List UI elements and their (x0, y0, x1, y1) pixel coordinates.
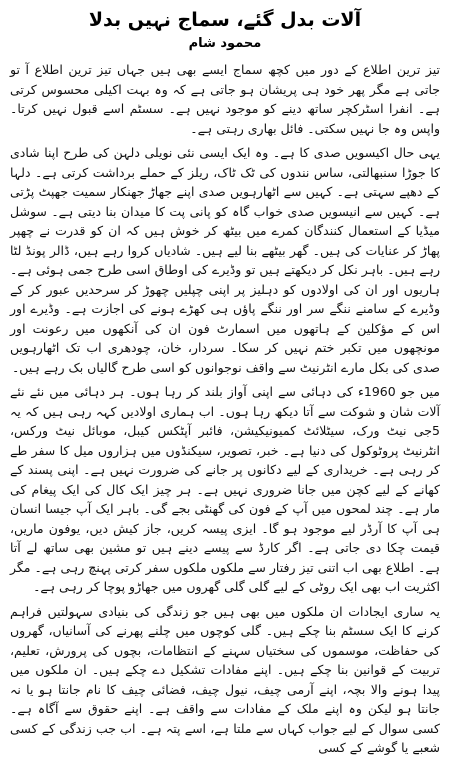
paragraph: یہی حال اکیسویں صدی کا ہے۔ وہ ایک ایسی نئی نویلی دلہن کی طرح اپنا شادی کا جوڑا سنبھالتی، ساس نندوں کی ٹک ٹاک، ریلز کے حملے برداشت کرتی ہے۔ دلہا کے دھپے سہتی ہے۔ کہیں سے اٹھارہویں صدی اپنے جھاڑ جھنکار سمیت جھپٹ پڑتی ہے۔ کہیں سے انیسویں صدی خواب گاہ کو پانی پت کا میدان بنا دیتی ہے۔ سوشل میڈیا کے استعمال کنندگان کمرے میں بیٹھ کر خوش ہیں کہ ان کو قدرت نے چھپر پھاڑ کر عنایات کی ہیں۔ گھر بیٹھے بنا لیے ہیں۔ شادیاں کروا رہے ہیں، ڈالر پونڈ لٹا رہے ہیں۔ باہر نکل کر دیکھتے ہیں تو وڈیرے کی اوطاق اسی طرح جمی ہوئی ہے۔ ہاریوں اور ان کی اولادوں کو دہلیز پر اپنی چپلیں چھوڑ کر سرحدیں عبور کر کے وڈیرے کے سامنے ننگے سر اور ننگے پاؤں ہی کھڑے ہونے کی اجازت ہے۔ وڈیرے اور اس کے مؤکلین کے ہاتھوں میں اسمارٹ فون ان کی آنکھوں میں رعونت اور مونچھوں میں تکبر ختم نہیں کر سکا۔ سردار، خان، چودھری اب تک اٹھارہویں صدی کی بکل مارے انٹرنیٹ سے واقف نوجوانوں کو اسی طرح گالیاں بک رہے ہیں۔ (10, 145, 440, 375)
paragraph: تیز ترین اطلاع کے دور میں کچھ سماج ایسے بھی ہیں جہاں تیز ترین اطلاع آ تو جاتی ہے مگر پھر خود ہی پریشان ہو جاتی ہے کہ وہ بہت اکیلی محسوس کرتی ہے۔ انفرا اسٹرکچر ساتھ دینے کو موجود نہیں ہے۔ سسٹم اسے قبول نہیں کرتا۔ واپس وہ جا نہیں سکتی۔ فائل بھاری رہتی ہے۔ (10, 62, 440, 136)
article-title: آلات بدل گئے، سماج نہیں بدلا (88, 9, 362, 31)
article-header (10, 6, 440, 54)
author-name: محمود شام (188, 36, 262, 51)
article-body (10, 60, 440, 758)
paragraph: یہ ساری ایجادات ان ملکوں میں بھی ہیں جو زندگی کی بنیادی سہولتیں فراہم کرنے کا ایک سسٹم بنا چکے ہیں۔ گلی کوچوں میں چلنے پھرنے کی آسانیاں، گھروں کی حفاظت، موسموں کی سختیاں سہنے کے انتظامات، بچوں کی پرورش، تعلیم، تربیت کے قوانین بنا چکے ہیں۔ اپنے مفادات تشکیل دے چکے ہیں۔ ان ملکوں میں پیدا ہونے والا بچہ، اپنے آرمی چیف، نیول چیف، فضائی چیف کا نام جانتا ہو یا نہ جانتا ہو لیکن وہ اپنے ملک کے مفادات سے واقف ہے۔ اپنے حقوق سے آگاہ ہے۔ کسی سوال کے لیے جواب کہاں سے ملتا ہے، اسے پتہ ہے۔ اب جب زندگی کے کسی شعبے یا گوشے کے کسی (10, 603, 440, 755)
paragraph: میں جو 1960ء کی دہائی سے اپنی آواز بلند کر رہا ہوں۔ ہر دہائی میں نئے نئے آلات شان و شوکت سے آتا دیکھ رہا ہوں۔ اب ہماری اولادیں کہہ رہی ہیں کہ یہ 5جی نیٹ ورک، سیٹلائٹ کمیونیکیشن، فائبر آپٹکس کیبل، موبائل نیٹ ورکس، انٹرنیٹ پروٹوکول کی دنیا ہے۔ خبر، تصویر، سیکنڈوں میں ہزاروں میل کا سفر طے کر رہی ہے۔ خریداری کے لیے دکانوں پر جانے کی ضرورت نہیں ہے۔ اپنی پسند کے کھانے کے لیے کچن میں جانا ضروری نہیں ہے۔ ہر چیز ایک کال کی ایک پیغام کی مار ہے۔ چند لمحوں میں آپ کے فون کی گھنٹی بجے گی۔ باہر ایک آپ جیسا انسان ہی آپ کا آرڈر لیے موجود ہو گا۔ ایزی پیسہ کریں، جاز کیش دیں، یوفون ماریں، قیمت چکا دی جاتی ہے۔ اگر کارڈ سے پیسے دینے ہیں تو مشین بھی ساتھ لے آتا ہے۔ اطلاع بھی اب اتنی تیز رفتار سے ملکوں ملکوں سفر کرتی پہنچ رہی ہے۔ مگر اکثریت اب بھی ایک روٹی کے لیے گلی گلی گھروں میں جھاڑو پوچا کر رہی ہے۔ (10, 384, 440, 594)
